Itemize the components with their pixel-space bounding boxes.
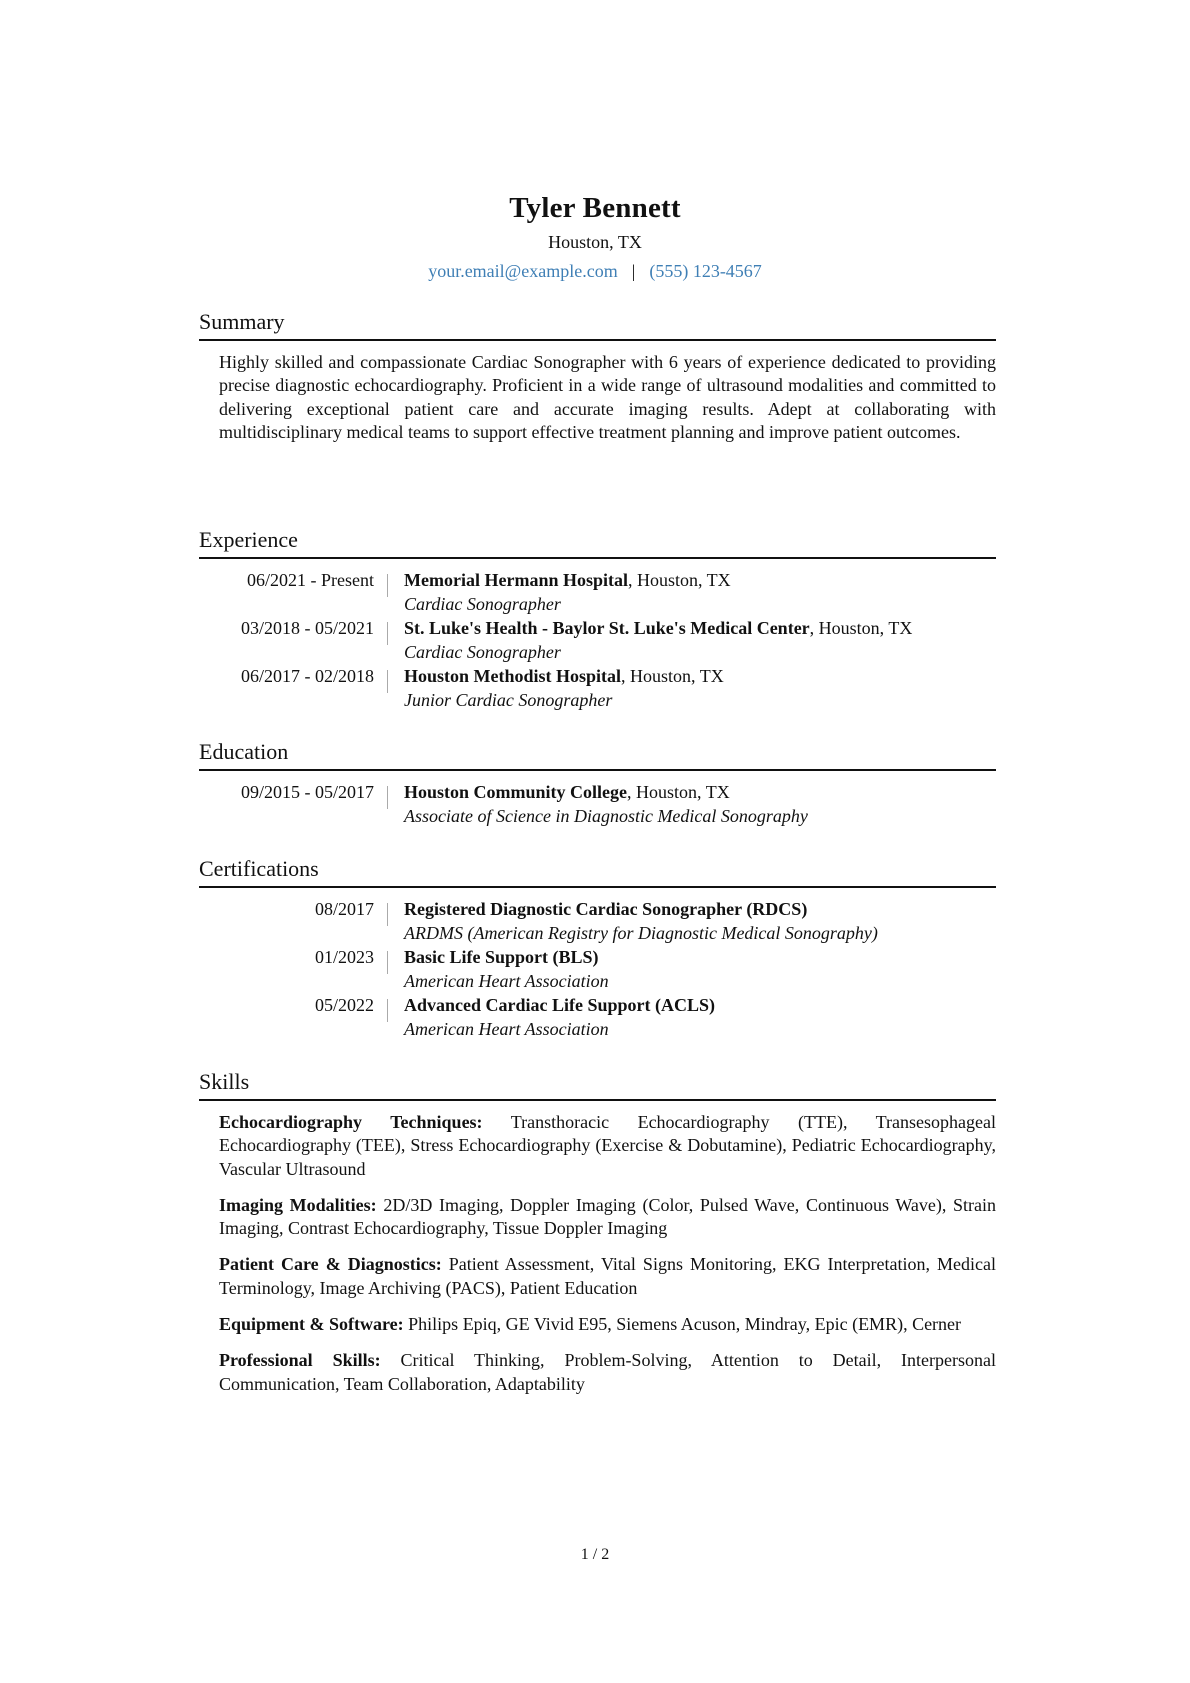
certifications-section: [199, 855, 996, 1042]
skill-value: 2D/3D Imaging, Doppler Imaging (Color, Pulsed Wave, Continuous Wave), Strain Imaging, Contrast Echocardiography, Tissue Doppler Imaging: [219, 1194, 997, 1239]
entry-date: 03/2018 - 05/2021: [199, 617, 388, 664]
entry-organization: Memorial Hermann Hospital: [404, 570, 628, 590]
entry-date: 08/2017: [199, 898, 388, 945]
certification-issuer: American Heart Association: [404, 970, 609, 991]
experience-entry: [199, 665, 996, 712]
entry-location: , Houston, TX: [627, 782, 730, 802]
entry-role: Cardiac Sonographer: [404, 593, 561, 614]
skill-value: Transthoracic Echocardiography (TTE), Transesophageal Echocardiography (TEE), Stress Echocardiography (Exercise & Dobutamine), Pediatric Echocardiography, Vascular Ultrasound: [219, 1112, 996, 1179]
certification-entry: [199, 946, 996, 993]
section-title-summary: Summary: [199, 309, 285, 334]
skill-group: [219, 1253, 996, 1300]
contact-line: [0, 259, 1190, 283]
section-title-education: Education: [199, 739, 289, 764]
certification-name: Advanced Cardiac Life Support (ACLS): [404, 995, 716, 1015]
entry-date: 05/2022: [199, 994, 388, 1041]
email-link[interactable]: your.email@example.com: [428, 261, 618, 281]
skill-label: Imaging Modalities:: [219, 1194, 377, 1215]
certification-issuer: ARDMS (American Registry for Diagnostic Medical Sonography): [404, 922, 878, 943]
entry-location: , Houston, TX: [809, 618, 913, 638]
skill-label: Equipment & Software:: [219, 1314, 404, 1335]
section-divider: [199, 1099, 996, 1101]
certification-entry: [199, 994, 996, 1041]
section-divider: [199, 886, 996, 888]
skill-label: Patient Care & Diagnostics:: [219, 1254, 442, 1275]
summary-text: Highly skilled and compassionate Cardiac Sonographer with 6 years of experience dedicated to providing precise diagnostic echocardiography. Proficient in a wide range of ultrasound modalities and committed to delivering exceptional patient care and accurate imaging results. Adept at collaborating with multidisciplinary medical teams to support effective treatment planning and improve patient outcomes.: [219, 352, 996, 442]
experience-entry: [199, 617, 996, 664]
entry-role: Cardiac Sonographer: [404, 641, 561, 662]
certification-name: Basic Life Support (BLS): [404, 947, 599, 967]
skill-value: Patient Assessment, Vital Signs Monitoring, EKG Interpretation, Medical Terminology, Image Archiving (PACS), Patient Education: [219, 1254, 996, 1298]
entry-institution: Houston Community College: [404, 782, 628, 802]
entry-role: Junior Cardiac Sonographer: [404, 689, 613, 710]
section-divider: [199, 557, 996, 559]
entry-location: , Houston, TX: [621, 666, 724, 686]
skill-label: Echocardiography Techniques:: [219, 1112, 483, 1132]
skill-value: Philips Epiq, GE Vivid E95, Siemens Acuson, Mindray, Epic (EMR), Cerner: [403, 1314, 962, 1335]
skill-group: [219, 1194, 996, 1241]
contact-separator: |: [631, 261, 636, 281]
section-title-experience: Experience: [199, 527, 298, 552]
skill-label: Professional Skills:: [219, 1350, 381, 1371]
section-divider: [199, 339, 996, 341]
summary-section: [199, 308, 996, 444]
experience-entry: [199, 569, 996, 616]
skill-group: [219, 1313, 996, 1336]
entry-date: 06/2017 - 02/2018: [199, 665, 388, 712]
page-number: 1 / 2: [580, 1546, 610, 1563]
candidate-name: Tyler Bennett: [509, 192, 681, 224]
skill-value: Critical Thinking, Problem-Solving, Attention to Detail, Interpersonal Communication, Team Collaboration, Adaptability: [219, 1350, 996, 1394]
entry-location: , Houston, TX: [627, 570, 731, 590]
skill-group: [219, 1349, 996, 1396]
section-divider: [199, 769, 996, 771]
education-entry: [199, 781, 996, 828]
phone-link[interactable]: (555) 123-4567: [649, 261, 762, 281]
skill-group: [219, 1111, 996, 1181]
certification-name: Registered Diagnostic Cardiac Sonographer (RDCS): [404, 899, 808, 919]
entry-date: 09/2015 - 05/2017: [199, 781, 388, 828]
experience-section: [199, 526, 996, 713]
certification-issuer: American Heart Association: [404, 1018, 609, 1039]
entry-degree: Associate of Science in Diagnostic Medical Sonography: [404, 805, 808, 826]
section-title-certifications: Certifications: [199, 856, 319, 881]
skills-section: [199, 1068, 996, 1409]
resume-header: [0, 190, 1190, 283]
education-section: [199, 738, 996, 829]
section-title-skills: Skills: [199, 1069, 250, 1094]
certification-entry: [199, 898, 996, 945]
entry-organization: St. Luke's Health - Baylor St. Luke's Medical Center: [404, 618, 810, 638]
entry-organization: Houston Methodist Hospital: [404, 666, 622, 686]
entry-date: 06/2021 - Present: [199, 569, 388, 616]
candidate-location: Houston, TX: [548, 232, 642, 252]
entry-date: 01/2023: [199, 946, 388, 993]
